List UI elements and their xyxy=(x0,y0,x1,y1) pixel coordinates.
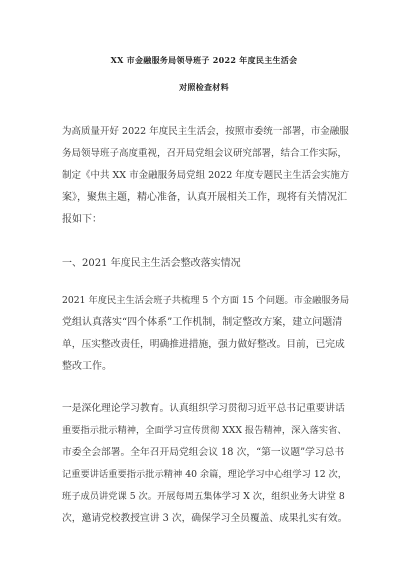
section-paragraph-line: 整改工作。 xyxy=(62,361,112,372)
item-paragraph-line: 记重要讲话重要指示批示精神 40 余篇，理论学习中心组学习 12 次， xyxy=(62,469,348,480)
item-paragraph-line: 一是深化理论学习教育。认真组织学习贯彻习近平总书记重要讲话 xyxy=(62,403,345,414)
item-paragraph-line: 重要指示批示精神，全面学习宣传贯彻 XXX 报告精神，深入落实省、 xyxy=(62,425,347,436)
intro-paragraph-line: 务局领导班子高度重视，召开局党组会议研究部署，结合工作实际， xyxy=(62,148,348,159)
intro-paragraph-line: 案》，聚焦主题，精心准备，认真开展相关工作，现将有关情况汇 xyxy=(62,192,347,203)
item-paragraph-line: 班子成员讲党课 5 次。开展每周五集体学习 X 次，组织业务大讲堂 8 xyxy=(62,491,345,502)
item-paragraph-line: 市委全会部署。全年召开局党组会议 18 次，“第一议题”学习总书 xyxy=(62,447,345,458)
section-paragraph-line: 2021 年度民主生活会班子共梳理 5 个方面 15 个问题。市金融服务局 xyxy=(62,295,350,306)
intro-paragraph-line: 报如下： xyxy=(62,214,102,225)
document-title: XX 市金融服务局领导班子 2022 年度民主生活会 xyxy=(110,55,298,65)
document-subtitle: 对照检查材料 xyxy=(179,82,229,92)
intro-paragraph-line: 为高质量开好 2022 年度民主生活会，按照市委统一部署，市金融服 xyxy=(62,126,349,137)
section-paragraph-line: 党组认真落实“四个体系”工作机制，制定整改方案，建立问题清 xyxy=(62,317,343,328)
section-heading: 一、2021 年度民主生活会整改落实情况 xyxy=(62,258,241,269)
section-paragraph-line: 单，压实整改责任，明确推进措施，强力做好整改。目前，已完成 xyxy=(62,339,345,350)
intro-paragraph-line: 制定《中共 XX 市金融服务局党组 2022 年度专题民主生活会实施方 xyxy=(62,170,350,181)
item-paragraph-line: 次，邀请党校教授宣讲 3 次，确保学习全员覆盖、成果扎实有效。 xyxy=(62,513,348,524)
